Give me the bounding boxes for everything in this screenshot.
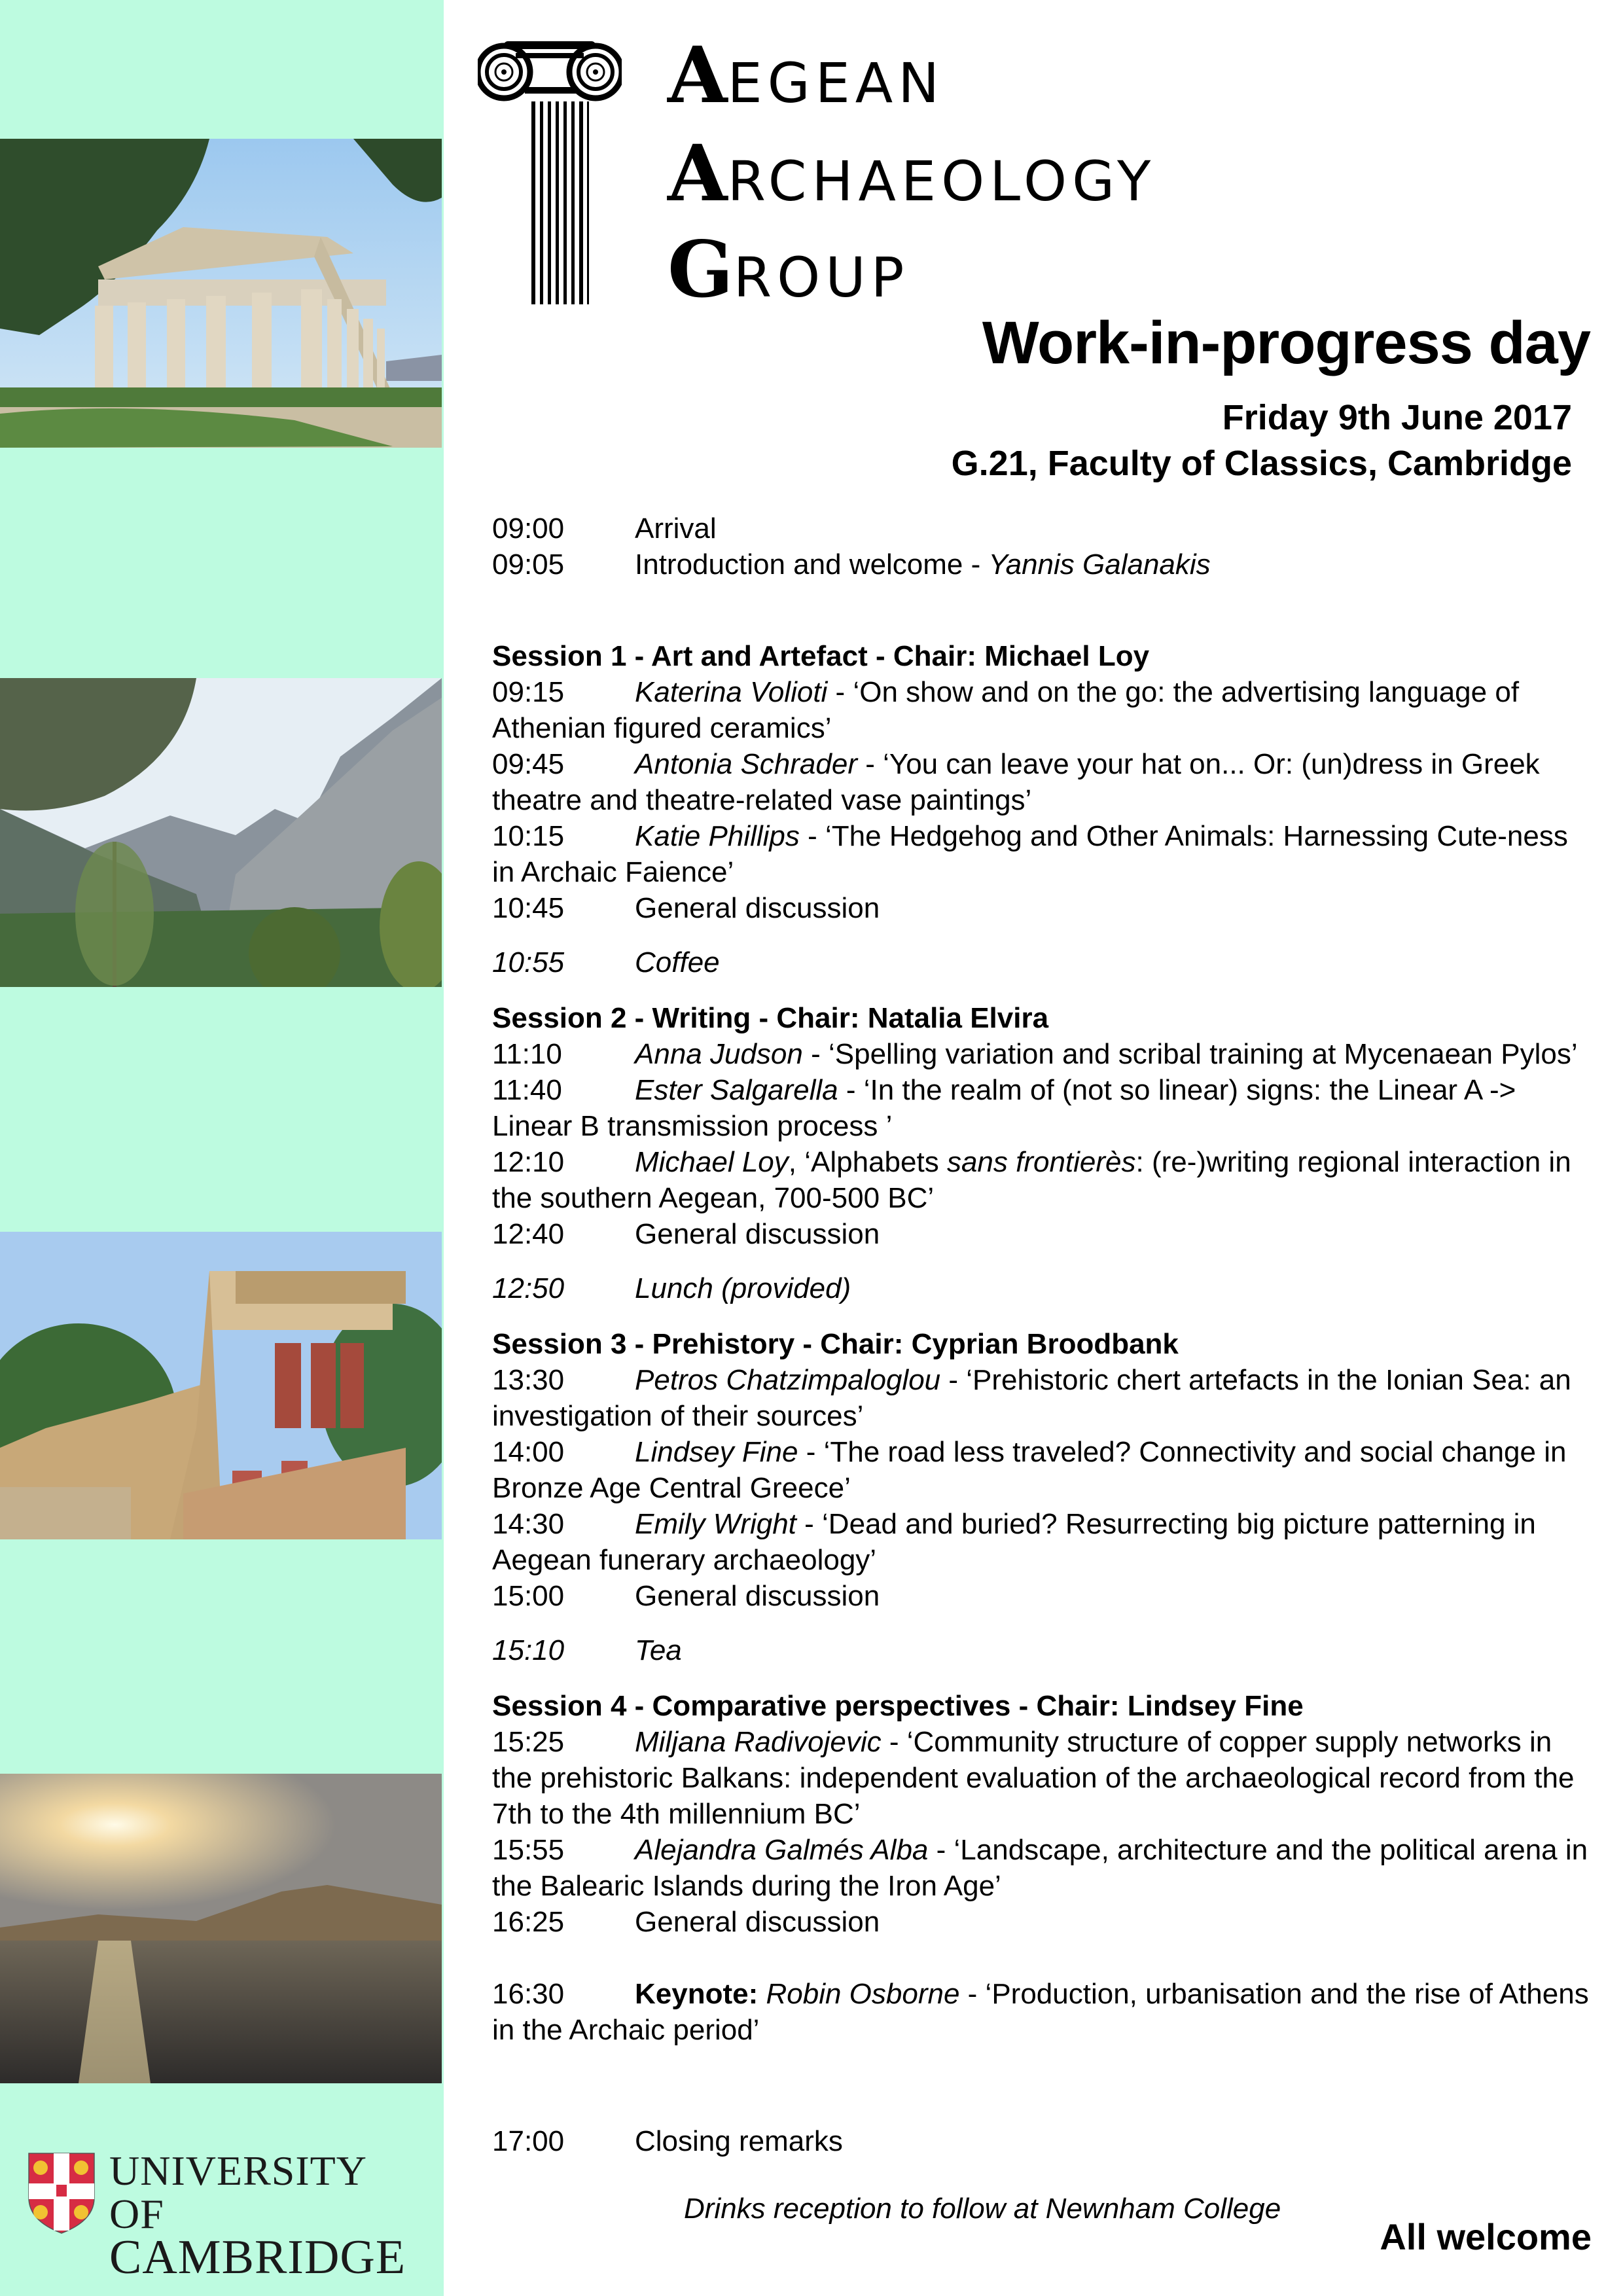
discussion-item: 16:25 General discussion	[492, 1906, 880, 1938]
break-item: 10:55 Coffee	[492, 946, 720, 978]
talk-item: 15:55 Alejandra Galmés Alba - ‘Landscape, architecture and the political arena in the Balearic Islands during the Iron Age’	[492, 1834, 1588, 1902]
talk-item: 11:10 Anna Judson - ‘Spelling variation and scribal training at Mycenaean Pylos’	[492, 1038, 1578, 1070]
logo-line-group: GROUP	[668, 224, 910, 315]
talk-item: 11:40 Ester Salgarella - ‘In the realm of (not so linear) signs: the Linear A -> Linear B transmission process ’	[492, 1074, 1516, 1142]
discussion-item: 10:45 General discussion	[492, 892, 880, 924]
discussion-item: 15:00 General discussion	[492, 1580, 880, 1612]
talk-item: 10:15 Katie Phillips - ‘The Hedgehog and Other Animals: Harnessing Cute-ness in Archaic Faience’	[492, 820, 1568, 888]
all-welcome-text: All welcome	[1380, 2216, 1592, 2257]
programme-item: 09:05 Introduction and welcome - Yannis Galanakis	[492, 548, 1211, 581]
university-logo-line2: CAMBRIDGE	[109, 2231, 406, 2284]
event-venue: G.21, Faculty of Classics, Cambridge	[951, 444, 1572, 483]
logo-line-archaeology: ARCHAEOLOGY	[668, 128, 1156, 219]
talk-item: 13:30 Petros Chatzimpaloglou - ‘Prehistoric chert artefacts in the Ionian Sea: an investigation of their sources’	[492, 1364, 1571, 1432]
talk-item: 09:45 Antonia Schrader - ‘You can leave your hat on... Or: (un)dress in Greek theatre and theatre-related vase paintings’	[492, 748, 1540, 816]
temple-of-hephaestus-photo	[0, 139, 442, 448]
talk-item: 14:00 Lindsey Fine - ‘The road less traveled? Connectivity and social change in Bronze Age Central Greece’	[492, 1436, 1567, 1504]
keynote-item: 16:30 Keynote: Robin Osborne - ‘Production, urbanisation and the rise of Athens in the Archaic period’	[492, 1978, 1589, 2046]
talk-item: 09:15 Katerina Volioti - ‘On show and on the go: the advertising language of Athenian figured ceramics’	[492, 676, 1520, 744]
talk-item: 12:10 Michael Loy, ‘Alphabets sans frontierès: (re-)writing regional interaction in the southern Aegean, 700-500 BC’	[492, 1146, 1571, 1214]
logo-line-aegean: AEGEAN	[668, 29, 945, 120]
programme-item: 09:00 Arrival	[492, 512, 717, 545]
break-item: 15:10 Tea	[492, 1634, 682, 1666]
sidebar-band	[0, 0, 444, 2296]
break-item: 12:50 Lunch (provided)	[492, 1272, 851, 1304]
closing-item: 17:00 Closing remarks	[492, 2125, 843, 2157]
aegean-archaeology-group-logo	[478, 29, 1329, 315]
programme	[492, 511, 1598, 2159]
university-logo-line1: UNIVERSITY OF	[109, 2147, 366, 2237]
knossos-palace-photo	[0, 1232, 442, 1539]
session-heading: Session 1 - Art and Artefact - Chair: Michael Loy	[492, 640, 1150, 672]
discussion-item: 12:40 General discussion	[492, 1218, 880, 1250]
page-title: Work-in-progress day	[982, 310, 1590, 376]
talk-item: 15:25 Miljana Radivojevic - ‘Community structure of copper supply networks in the prehistoric Balkans: independent evaluation of the archaeological record from the 7th to the 4th millennium BC’	[492, 1726, 1575, 1830]
ionic-column-icon	[478, 36, 622, 311]
university-of-cambridge-logo	[27, 2147, 420, 2284]
sunset-sea-photo	[0, 1774, 442, 2083]
session-heading: Session 2 - Writing - Chair: Natalia Elvira	[492, 1002, 1049, 1034]
event-date: Friday 9th June 2017	[1222, 398, 1572, 437]
cambridge-shield-icon	[27, 2152, 96, 2234]
session-heading: Session 3 - Prehistory - Chair: Cyprian Broodbank	[492, 1328, 1179, 1360]
samaria-gorge-photo	[0, 678, 442, 987]
talk-item: 14:30 Emily Wright - ‘Dead and buried? Resurrecting big picture patterning in Aegean funerary archaeology’	[492, 1508, 1536, 1576]
drinks-reception-note: Drinks reception to follow at Newnham College	[684, 2193, 1281, 2225]
session-heading: Session 4 - Comparative perspectives - Chair: Lindsey Fine	[492, 1690, 1304, 1722]
